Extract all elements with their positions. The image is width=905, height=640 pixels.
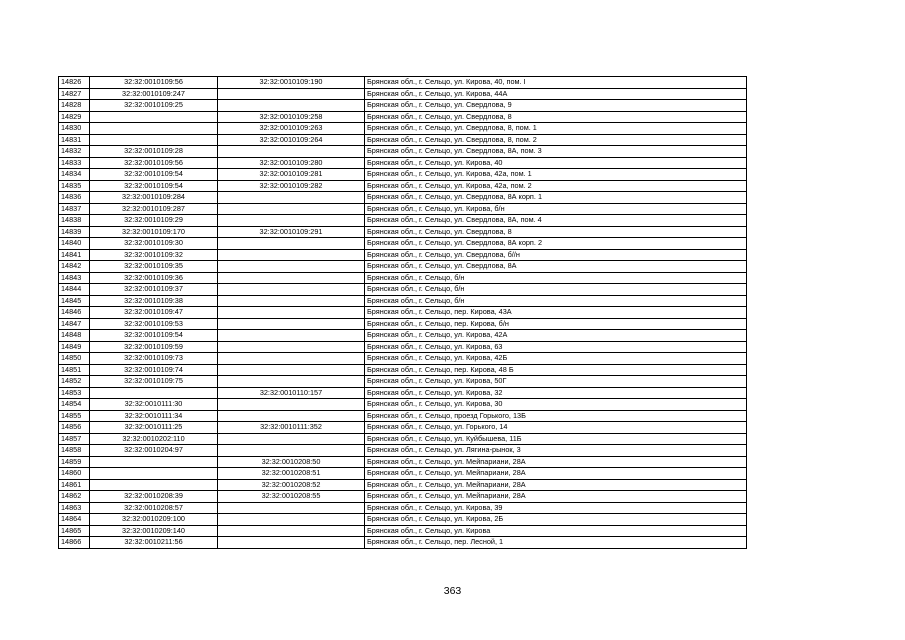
row-number-cell: 14843 — [59, 272, 90, 284]
row-number-cell: 14838 — [59, 215, 90, 227]
address-cell: Брянская обл., г. Сельцо, ул. Свердлова, 8, пом. 1 — [365, 123, 747, 135]
object-cadastral-number-cell — [218, 376, 365, 388]
table-row — [59, 192, 747, 204]
object-cadastral-number-cell — [218, 364, 365, 376]
table-row — [59, 272, 747, 284]
object-cadastral-number-cell — [218, 410, 365, 422]
cadastral-number-cell: 32:32:0010208:39 — [90, 491, 218, 503]
address-cell: Брянская обл., г. Сельцо, ул. Свердлова, 8 — [365, 226, 747, 238]
object-cadastral-number-cell — [218, 399, 365, 411]
row-number-cell: 14831 — [59, 134, 90, 146]
object-cadastral-number-cell — [218, 88, 365, 100]
table-row — [59, 525, 747, 537]
cadastral-number-cell: 32:32:0010109:75 — [90, 376, 218, 388]
address-cell: Брянская обл., г. Сельцо, ул. Кирова, 42а, пом. 2 — [365, 180, 747, 192]
address-cell: Брянская обл., г. Сельцо, ул. Кирова, б/н — [365, 203, 747, 215]
row-number-cell: 14847 — [59, 318, 90, 330]
table-row — [59, 284, 747, 296]
table-row — [59, 514, 747, 526]
address-cell: Брянская обл., г. Сельцо, ул. Мейпариани, 28А — [365, 456, 747, 468]
address-cell: Брянская обл., г. Сельцо, ул. Кирова, 39 — [365, 502, 747, 514]
object-cadastral-number-cell — [218, 261, 365, 273]
row-number-cell: 14849 — [59, 341, 90, 353]
table-row — [59, 364, 747, 376]
cadastral-number-cell: 32:32:0010109:25 — [90, 100, 218, 112]
table-row — [59, 387, 747, 399]
row-number-cell: 14834 — [59, 169, 90, 181]
row-number-cell: 14836 — [59, 192, 90, 204]
table-row — [59, 203, 747, 215]
cadastral-number-cell: 32:32:0010111:25 — [90, 422, 218, 434]
object-cadastral-number-cell: 32:32:0010208:51 — [218, 468, 365, 480]
table-row — [59, 433, 747, 445]
table-row — [59, 180, 747, 192]
row-number-cell: 14846 — [59, 307, 90, 319]
table-row — [59, 123, 747, 135]
table-row — [59, 537, 747, 549]
object-cadastral-number-cell — [218, 284, 365, 296]
row-number-cell: 14829 — [59, 111, 90, 123]
row-number-cell: 14861 — [59, 479, 90, 491]
table-row — [59, 491, 747, 503]
cadastral-number-cell: 32:32:0010211:56 — [90, 537, 218, 549]
cadastral-number-cell: 32:32:0010208:57 — [90, 502, 218, 514]
table-row — [59, 330, 747, 342]
address-cell: Брянская обл., г. Сельцо, б/н — [365, 284, 747, 296]
object-cadastral-number-cell — [218, 433, 365, 445]
address-cell: Брянская обл., г. Сельцо, ул. Куйбышева, 11Б — [365, 433, 747, 445]
object-cadastral-number-cell: 32:32:0010109:258 — [218, 111, 365, 123]
address-cell: Брянская обл., г. Сельцо, ул. Свердлова, 9 — [365, 100, 747, 112]
address-cell: Брянская обл., г. Сельцо, ул. Мейпариани, 28А — [365, 468, 747, 480]
object-cadastral-number-cell — [218, 215, 365, 227]
page-number: 363 — [443, 585, 462, 597]
table-row — [59, 134, 747, 146]
object-cadastral-number-cell — [218, 525, 365, 537]
row-number-cell: 14842 — [59, 261, 90, 273]
row-number-cell: 14830 — [59, 123, 90, 135]
address-cell: Брянская обл., г. Сельцо, ул. Кирова — [365, 525, 747, 537]
object-cadastral-number-cell: 32:32:0010208:52 — [218, 479, 365, 491]
row-number-cell: 14839 — [59, 226, 90, 238]
address-cell: Брянская обл., г. Сельцо, ул. Свердлова, 8А корп. 2 — [365, 238, 747, 250]
address-cell: Брянская обл., г. Сельцо, ул. Кирова, 44А — [365, 88, 747, 100]
address-cell: Брянская обл., г. Сельцо, ул. Кирова, 63 — [365, 341, 747, 353]
cadastral-number-cell: 32:32:0010109:287 — [90, 203, 218, 215]
address-cell: Брянская обл., г. Сельцо, ул. Кирова, 42Б — [365, 353, 747, 365]
address-cell: Брянская обл., г. Сельцо, ул. Кирова, 40, пом. I — [365, 77, 747, 89]
cadastral-number-cell: 32:32:0010111:30 — [90, 399, 218, 411]
address-cell: Брянская обл., г. Сельцо, ул. Свердлова, 8, пом. 2 — [365, 134, 747, 146]
row-number-cell: 14856 — [59, 422, 90, 434]
address-cell: Брянская обл., г. Сельцо, ул. Свердлова, 8А — [365, 261, 747, 273]
row-number-cell: 14858 — [59, 445, 90, 457]
row-number-cell: 14865 — [59, 525, 90, 537]
cadastral-number-cell: 32:32:0010109:30 — [90, 238, 218, 250]
cadastral-number-cell: 32:32:0010109:29 — [90, 215, 218, 227]
table-row — [59, 169, 747, 181]
address-cell: Брянская обл., г. Сельцо, пер. Кирова, б/н — [365, 318, 747, 330]
cadastral-number-cell — [90, 456, 218, 468]
cadastral-number-cell: 32:32:0010109:170 — [90, 226, 218, 238]
table-row — [59, 318, 747, 330]
address-cell: Брянская обл., г. Сельцо, пер. Кирова, 43А — [365, 307, 747, 319]
address-cell: Брянская обл., г. Сельцо, ул. Свердлова, б//н — [365, 249, 747, 261]
address-cell: Брянская обл., г. Сельцо, ул. Горького, 14 — [365, 422, 747, 434]
table-row — [59, 399, 747, 411]
cadastral-number-cell: 32:32:0010109:284 — [90, 192, 218, 204]
row-number-cell: 14859 — [59, 456, 90, 468]
address-cell: Брянская обл., г. Сельцо, ул. Кирова, 2Б — [365, 514, 747, 526]
table-row — [59, 307, 747, 319]
object-cadastral-number-cell — [218, 514, 365, 526]
row-number-cell: 14862 — [59, 491, 90, 503]
row-number-cell: 14855 — [59, 410, 90, 422]
object-cadastral-number-cell: 32:32:0010109:282 — [218, 180, 365, 192]
cadastral-number-cell: 32:32:0010109:28 — [90, 146, 218, 158]
table-row — [59, 456, 747, 468]
row-number-cell: 14837 — [59, 203, 90, 215]
address-cell: Брянская обл., г. Сельцо, ул. Лягина-рынок, 3 — [365, 445, 747, 457]
table-row — [59, 100, 747, 112]
object-cadastral-number-cell — [218, 146, 365, 158]
object-cadastral-number-cell: 32:32:0010109:264 — [218, 134, 365, 146]
row-number-cell: 14841 — [59, 249, 90, 261]
address-cell: Брянская обл., г. Сельцо, ул. Кирова, 50Г — [365, 376, 747, 388]
row-number-cell: 14827 — [59, 88, 90, 100]
registry-table — [58, 76, 747, 549]
row-number-cell: 14866 — [59, 537, 90, 549]
object-cadastral-number-cell — [218, 537, 365, 549]
cadastral-number-cell: 32:32:0010109:73 — [90, 353, 218, 365]
table-row — [59, 502, 747, 514]
cadastral-number-cell: 32:32:0010109:36 — [90, 272, 218, 284]
row-number-cell: 14832 — [59, 146, 90, 158]
object-cadastral-number-cell: 32:32:0010110:157 — [218, 387, 365, 399]
cadastral-number-cell: 32:32:0010109:35 — [90, 261, 218, 273]
address-cell: Брянская обл., г. Сельцо, ул. Мейпариани, 28А — [365, 491, 747, 503]
table-row — [59, 445, 747, 457]
row-number-cell: 14828 — [59, 100, 90, 112]
row-number-cell: 14863 — [59, 502, 90, 514]
cadastral-number-cell: 32:32:0010204:97 — [90, 445, 218, 457]
cadastral-number-cell — [90, 111, 218, 123]
cadastral-number-cell — [90, 134, 218, 146]
cadastral-number-cell: 32:32:0010109:32 — [90, 249, 218, 261]
object-cadastral-number-cell — [218, 192, 365, 204]
table-row — [59, 77, 747, 89]
cadastral-number-cell — [90, 479, 218, 491]
table-row — [59, 468, 747, 480]
object-cadastral-number-cell: 32:32:0010109:263 — [218, 123, 365, 135]
object-cadastral-number-cell — [218, 318, 365, 330]
object-cadastral-number-cell — [218, 330, 365, 342]
cadastral-number-cell: 32:32:0010111:34 — [90, 410, 218, 422]
object-cadastral-number-cell: 32:32:0010109:281 — [218, 169, 365, 181]
cadastral-number-cell: 32:32:0010109:38 — [90, 295, 218, 307]
row-number-cell: 14844 — [59, 284, 90, 296]
cadastral-number-cell: 32:32:0010109:37 — [90, 284, 218, 296]
table-row — [59, 261, 747, 273]
object-cadastral-number-cell — [218, 307, 365, 319]
address-cell: Брянская обл., г. Сельцо, ул. Мейпариани, 28А — [365, 479, 747, 491]
address-cell: Брянская обл., г. Сельцо, проезд Горького, 13Б — [365, 410, 747, 422]
cadastral-number-cell — [90, 123, 218, 135]
table-row — [59, 341, 747, 353]
address-cell: Брянская обл., г. Сельцо, ул. Свердлова, 8А, пом. 3 — [365, 146, 747, 158]
cadastral-number-cell: 32:32:0010109:53 — [90, 318, 218, 330]
table-row — [59, 215, 747, 227]
object-cadastral-number-cell: 32:32:0010208:50 — [218, 456, 365, 468]
table-row — [59, 88, 747, 100]
table-row — [59, 353, 747, 365]
address-cell: Брянская обл., г. Сельцо, ул. Кирова, 32 — [365, 387, 747, 399]
registry-table-body — [59, 77, 747, 549]
address-cell: Брянская обл., г. Сельцо, пер. Кирова, 48 Б — [365, 364, 747, 376]
object-cadastral-number-cell: 32:32:0010109:190 — [218, 77, 365, 89]
object-cadastral-number-cell: 32:32:0010208:55 — [218, 491, 365, 503]
row-number-cell: 14835 — [59, 180, 90, 192]
cadastral-number-cell — [90, 468, 218, 480]
cadastral-number-cell — [90, 387, 218, 399]
cadastral-number-cell: 32:32:0010109:54 — [90, 169, 218, 181]
object-cadastral-number-cell — [218, 353, 365, 365]
row-number-cell: 14852 — [59, 376, 90, 388]
table-row — [59, 111, 747, 123]
table-row — [59, 238, 747, 250]
table-row — [59, 249, 747, 261]
object-cadastral-number-cell: 32:32:0010109:280 — [218, 157, 365, 169]
object-cadastral-number-cell — [218, 238, 365, 250]
row-number-cell: 14853 — [59, 387, 90, 399]
row-number-cell: 14860 — [59, 468, 90, 480]
cadastral-number-cell: 32:32:0010109:47 — [90, 307, 218, 319]
cadastral-number-cell: 32:32:0010109:74 — [90, 364, 218, 376]
object-cadastral-number-cell — [218, 295, 365, 307]
address-cell: Брянская обл., г. Сельцо, ул. Кирова, 42а, пом. 1 — [365, 169, 747, 181]
address-cell: Брянская обл., г. Сельцо, пер. Лесной, 1 — [365, 537, 747, 549]
address-cell: Брянская обл., г. Сельцо, ул. Свердлова, 8 — [365, 111, 747, 123]
row-number-cell: 14864 — [59, 514, 90, 526]
address-cell: Брянская обл., г. Сельцо, б/н — [365, 295, 747, 307]
address-cell: Брянская обл., г. Сельцо, ул. Свердлова, 8А, пом. 4 — [365, 215, 747, 227]
table-row — [59, 146, 747, 158]
table-row — [59, 479, 747, 491]
cadastral-number-cell: 32:32:0010109:59 — [90, 341, 218, 353]
row-number-cell: 14857 — [59, 433, 90, 445]
table-row — [59, 226, 747, 238]
object-cadastral-number-cell — [218, 445, 365, 457]
table-row — [59, 410, 747, 422]
object-cadastral-number-cell — [218, 249, 365, 261]
address-cell: Брянская обл., г. Сельцо, ул. Свердлова, 8А корп. 1 — [365, 192, 747, 204]
cadastral-number-cell: 32:32:0010109:56 — [90, 77, 218, 89]
address-cell: Брянская обл., г. Сельцо, ул. Кирова, 42А — [365, 330, 747, 342]
row-number-cell: 14826 — [59, 77, 90, 89]
cadastral-number-cell: 32:32:0010109:54 — [90, 180, 218, 192]
cadastral-number-cell: 32:32:0010209:140 — [90, 525, 218, 537]
table-row — [59, 376, 747, 388]
row-number-cell: 14854 — [59, 399, 90, 411]
cadastral-number-cell: 32:32:0010202:110 — [90, 433, 218, 445]
cadastral-number-cell: 32:32:0010109:247 — [90, 88, 218, 100]
table-row — [59, 295, 747, 307]
address-cell: Брянская обл., г. Сельцо, ул. Кирова, 40 — [365, 157, 747, 169]
table-row — [59, 157, 747, 169]
cadastral-number-cell: 32:32:0010109:54 — [90, 330, 218, 342]
row-number-cell: 14833 — [59, 157, 90, 169]
object-cadastral-number-cell — [218, 502, 365, 514]
row-number-cell: 14848 — [59, 330, 90, 342]
table-row — [59, 422, 747, 434]
object-cadastral-number-cell: 32:32:0010111:352 — [218, 422, 365, 434]
object-cadastral-number-cell — [218, 203, 365, 215]
object-cadastral-number-cell — [218, 100, 365, 112]
cadastral-number-cell: 32:32:0010109:56 — [90, 157, 218, 169]
row-number-cell: 14850 — [59, 353, 90, 365]
row-number-cell: 14845 — [59, 295, 90, 307]
address-cell: Брянская обл., г. Сельцо, б/н — [365, 272, 747, 284]
object-cadastral-number-cell: 32:32:0010109:291 — [218, 226, 365, 238]
row-number-cell: 14840 — [59, 238, 90, 250]
cadastral-number-cell: 32:32:0010209:100 — [90, 514, 218, 526]
object-cadastral-number-cell — [218, 341, 365, 353]
address-cell: Брянская обл., г. Сельцо, ул. Кирова, 30 — [365, 399, 747, 411]
row-number-cell: 14851 — [59, 364, 90, 376]
object-cadastral-number-cell — [218, 272, 365, 284]
